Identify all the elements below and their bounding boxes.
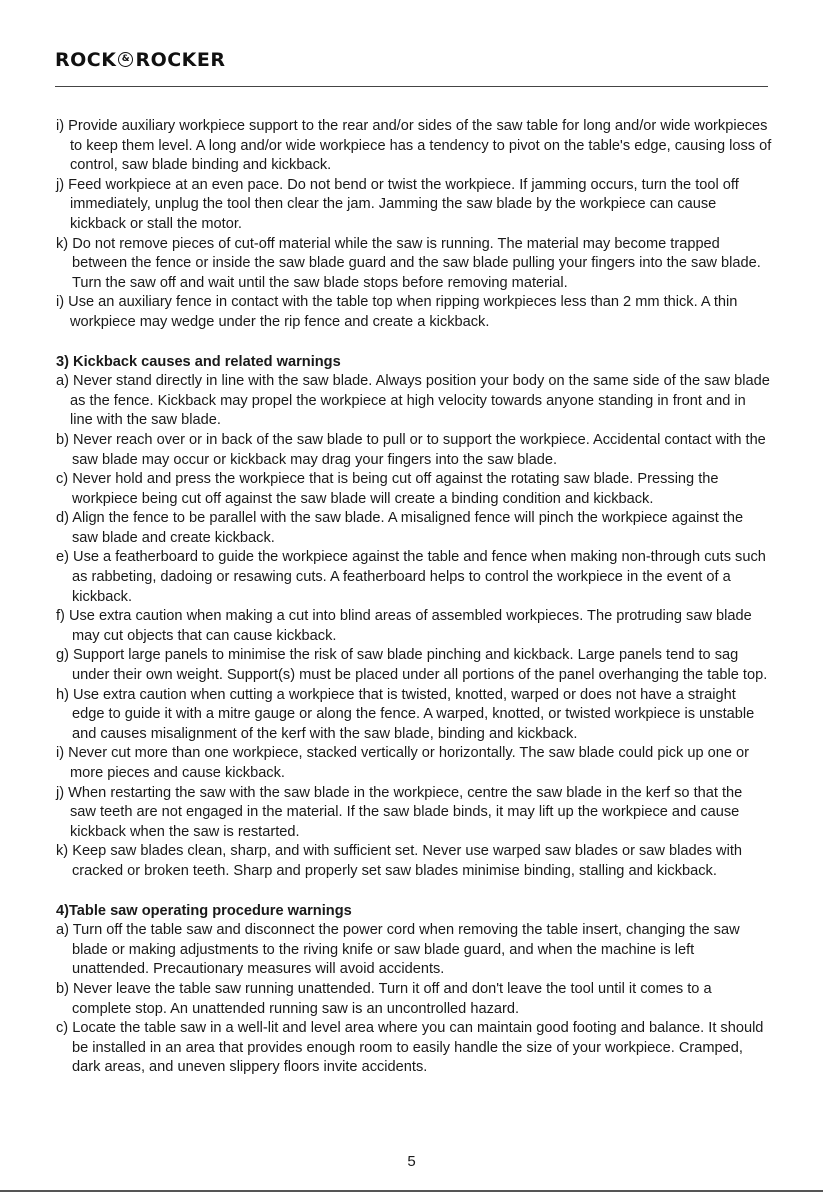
list-item: k) Keep saw blades clean, sharp, and with sufficient set. Never use warped saw blades or saw blades with cracked or broken teeth. Sharp and properly set saw blades minimise binding, stalling and kickback. [56,843,742,879]
list-item: c) Never hold and press the workpiece that is being cut off against the rotating saw blade. Pressing the workpiece being cut off against the saw blade will create a binding condition and kickback. [56,471,719,507]
intro-section [56,117,772,333]
list-item: g) Support large panels to minimise the risk of saw blade pinching and kickback. Large panels tend to sag under their own weight. Support(s) must be placed under all portions of the panel overhanging the table top. [56,647,768,684]
list-item: i) Provide auxiliary workpiece support to the rear and/or sides of the saw table for long and/or wide workpieces to keep them level. A long and/or wide workpiece has a tendency to pivot on the table's edge, causing loss of control, saw blade binding and kickback. [56,118,772,174]
list-item: k) Do not remove pieces of cut-off material while the saw is running. The material may become trapped between the fence or inside the saw blade guard and the saw blade pulling your fingers into the saw blade. Turn the saw off and wait until the saw blade stops before removing material. [56,235,761,291]
list-item: c) Locate the table saw in a well-lit and level area where you can maintain good footing and balance. It should be installed in an area that provides enough room to easily handle the size of your workpiece. Cramped, dark areas, and uneven slippery floors invite accidents. [56,1020,764,1076]
list-item: a) Never stand directly in line with the saw blade. Always position your body on the same side of the saw blade as the fence. Kickback may propel the workpiece at high velocity towards anyone standing in front and in line with the saw blade. [56,373,770,429]
logo-left-text: ROCK [55,49,117,71]
list-item: a) Turn off the table saw and disconnect the power cord when removing the table insert, changing the saw blade or making adjustments to the riving knife or saw blade guard, and when the machine is left unattended. Precautionary measures will avoid accidents. [56,922,740,978]
list-item: i) Never cut more than one workpiece, stacked vertically or horizontally. The saw blade could pick up one or more pieces and cause kickback. [56,745,750,781]
logo-right-text: ROCKER [135,49,226,71]
list-item: j) Feed workpiece at an even pace. Do not bend or twist the workpiece. If jamming occurs, turn the tool off immediately, unplug the tool then clear the jam. Jamming the saw blade by the workpiece can cause kickback or stall the motor. [56,176,739,232]
list-item: f) Use extra caution when making a cut into blind areas of assembled workpieces. The protruding saw blade may cut objects that can cause kickback. [56,608,752,644]
page-number: 5 [407,1153,416,1170]
header-divider [55,86,768,87]
list-item: d) Align the fence to be parallel with the saw blade. A misaligned fence will pinch the workpiece against the saw blade and create kickback. [56,510,744,546]
section-heading: 4)Table saw operating procedure warnings [56,902,352,919]
section-kickback [56,353,772,882]
page-content [56,117,772,1078]
section-heading: 3) Kickback causes and related warnings [56,353,341,370]
list-item: b) Never leave the table saw running unattended. Turn it off and don't leave the tool until it comes to a complete stop. An unattended running saw is an uncontrolled hazard. [56,980,712,1017]
logo-ampersand: & [118,52,133,67]
list-item: i) Use an auxiliary fence in contact with the table top when ripping workpieces less than 2 mm thick. A thin workpiece may wedge under the rip fence and create a kickback. [56,294,738,330]
list-item: b) Never reach over or in back of the saw blade to pull or to support the workpiece. Accidental contact with the saw blade may occur or kickback may drag your fingers into the saw blade. [56,431,766,468]
brand-logo [55,49,226,71]
list-item: h) Use extra caution when cutting a workpiece that is twisted, knotted, warped or does not have a straight edge to guide it with a mitre gauge or along the fence. A warped, knotted, or twisted workpiece is unstable and causes misalignment of the kerf with the saw blade, binding and kickback. [56,686,755,742]
list-item: e) Use a featherboard to guide the workpiece against the table and fence when making non-through cuts such as rabbeting, dadoing or resawing cuts. A featherboard helps to control the workpiece in the event of a kickback. [56,549,766,605]
section-operating-procedure [56,902,772,1078]
list-item: j) When restarting the saw with the saw blade in the workpiece, centre the saw blade in the kerf so that the saw teeth are not engaged in the material. If the saw blade binds, it may lift up the workpiece and cause kickback when the saw is restarted. [56,784,743,840]
